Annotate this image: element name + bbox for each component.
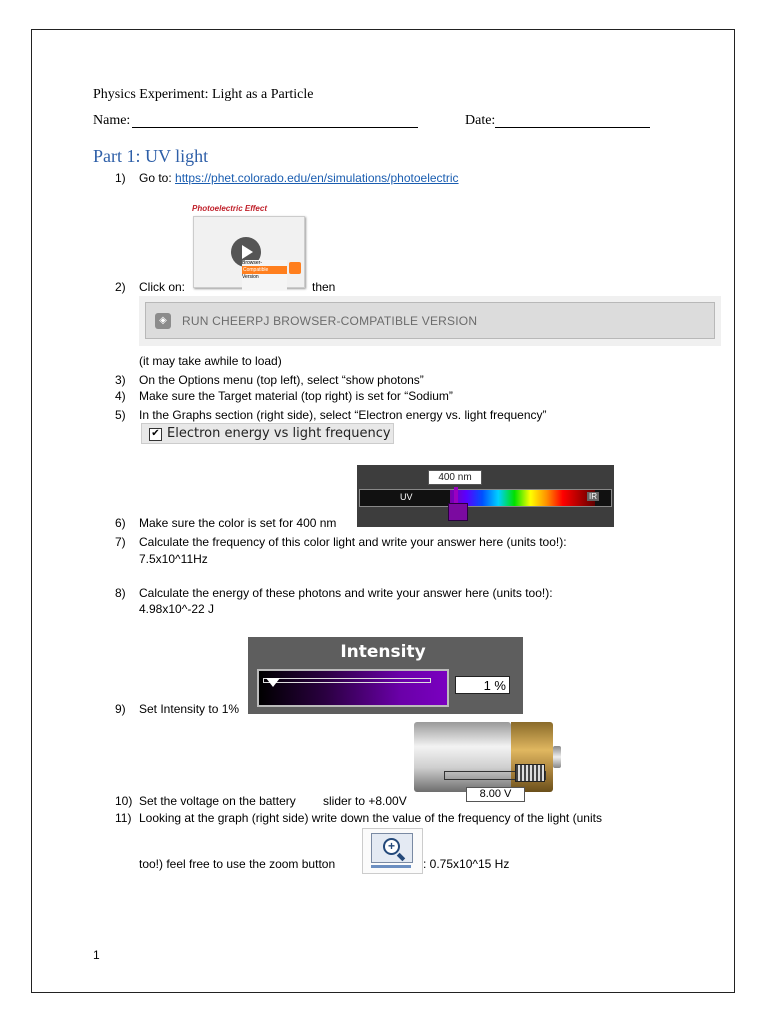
- step-number: 3): [115, 373, 126, 387]
- visible-spectrum: [450, 490, 595, 506]
- zoom-handle: [397, 853, 405, 861]
- zoom-in-icon: +: [383, 838, 400, 855]
- thumbnail-menu-item: Version: [242, 274, 259, 280]
- step-number: 9): [115, 702, 126, 716]
- run-cheerpj-button[interactable]: [145, 302, 715, 339]
- zoom-button-image: [362, 828, 423, 874]
- spectrum-bar[interactable]: [359, 489, 612, 507]
- zoom-underline: [371, 865, 411, 868]
- intensity-slider[interactable]: [257, 669, 449, 707]
- step-11-continuation: too!) feel free to use the zoom button: [139, 857, 336, 871]
- voltage-slider-knob[interactable]: [515, 764, 545, 782]
- step-1-text: Go to:: [139, 171, 176, 185]
- voltage-readout[interactable]: 8.00 V: [466, 787, 525, 802]
- section-heading: Part 1: UV light: [93, 146, 209, 166]
- thumbnail-menu-item-selected: Compatible: [242, 266, 287, 274]
- step-1: [139, 171, 459, 185]
- step-11-text: Looking at the graph (right side) write down the value of the frequency of the light (units: [139, 811, 602, 825]
- intensity-title: Intensity: [340, 642, 426, 662]
- step-6-text: Make sure the color is set for 400 nm: [139, 516, 337, 530]
- uv-label: UV: [400, 492, 413, 502]
- zoom-button[interactable]: [371, 833, 413, 863]
- battery-terminal: [553, 746, 561, 768]
- battery-icon: [414, 722, 511, 792]
- intensity-widget: [248, 637, 523, 714]
- graph-checkbox-label: Electron energy vs light frequency: [167, 426, 391, 441]
- name-label: Name:: [93, 113, 131, 128]
- cheerpj-icon: ◈: [155, 313, 171, 329]
- load-note: (it may take awhile to load): [139, 354, 282, 368]
- ir-label: IR: [589, 492, 597, 501]
- step-8-answer: 4.98x10^-22 J: [139, 602, 215, 616]
- run-button-label: RUN CHEERPJ BROWSER-COMPATIBLE VERSION: [182, 314, 478, 328]
- wavelength-readout[interactable]: 400 nm: [428, 470, 482, 485]
- step-number: 11): [115, 811, 132, 825]
- html5-badge-icon: [289, 262, 301, 274]
- step-4-text: Make sure the Target material (top right) is set for “Sodium”: [139, 389, 453, 403]
- run-button-container: [139, 296, 721, 346]
- step-7-answer: 7.5x10^11Hz: [139, 552, 208, 566]
- step-11-answer: : 0.75x10^15 Hz: [423, 857, 510, 871]
- step-3-text: On the Options menu (top left), select “show photons”: [139, 373, 424, 387]
- name-blank-line: [132, 127, 418, 128]
- step-10-text: Set the voltage on the battery: [139, 794, 296, 808]
- thumbnail-menu-item: Browser-: [242, 260, 263, 266]
- step-number: 6): [115, 516, 126, 530]
- step-5-text: In the Graphs section (right side), select “Electron energy vs. light frequency”: [139, 408, 547, 422]
- step-7-text: Calculate the frequency of this color light and write your answer here (units too!):: [139, 535, 567, 549]
- step-8-text: Calculate the energy of these photons and write your answer here (units too!):: [139, 586, 553, 600]
- step-number: 4): [115, 389, 126, 403]
- document-title: Physics Experiment: Light as a Particle: [93, 87, 314, 102]
- wavelength-slider-widget: [357, 465, 614, 527]
- step-9-text: Set Intensity to 1%: [139, 702, 240, 716]
- thumbnail-title: Photoelectric Effect: [192, 204, 267, 213]
- battery-widget: [414, 720, 562, 802]
- intensity-value-field[interactable]: 1 %: [455, 676, 510, 694]
- step-2-text: Click on:: [139, 280, 186, 294]
- step-number: 7): [115, 535, 126, 549]
- step-number: 10): [115, 794, 133, 808]
- page-number: 1: [93, 948, 100, 962]
- step-number: 8): [115, 586, 126, 600]
- phet-link[interactable]: https://phet.colorado.edu/en/simulations/photoelectric: [175, 171, 459, 185]
- intensity-track: [263, 678, 431, 683]
- thumbnail-menu: [242, 260, 287, 290]
- intensity-slider-thumb[interactable]: [266, 678, 280, 687]
- simulation-thumbnail[interactable]: [190, 204, 305, 290]
- graph-checkbox-row[interactable]: [141, 423, 394, 444]
- step-number: 5): [115, 408, 126, 422]
- step-number: 2): [115, 280, 126, 294]
- date-label: Date:: [465, 113, 496, 128]
- graph-checkbox[interactable]: ✔: [149, 428, 162, 441]
- step-number: 1): [115, 171, 126, 185]
- step-10-after: slider to +8.00V: [323, 794, 407, 808]
- wavelength-slider-handle[interactable]: [448, 503, 468, 521]
- date-blank-line: [495, 127, 650, 128]
- step-2-after: then: [312, 280, 336, 294]
